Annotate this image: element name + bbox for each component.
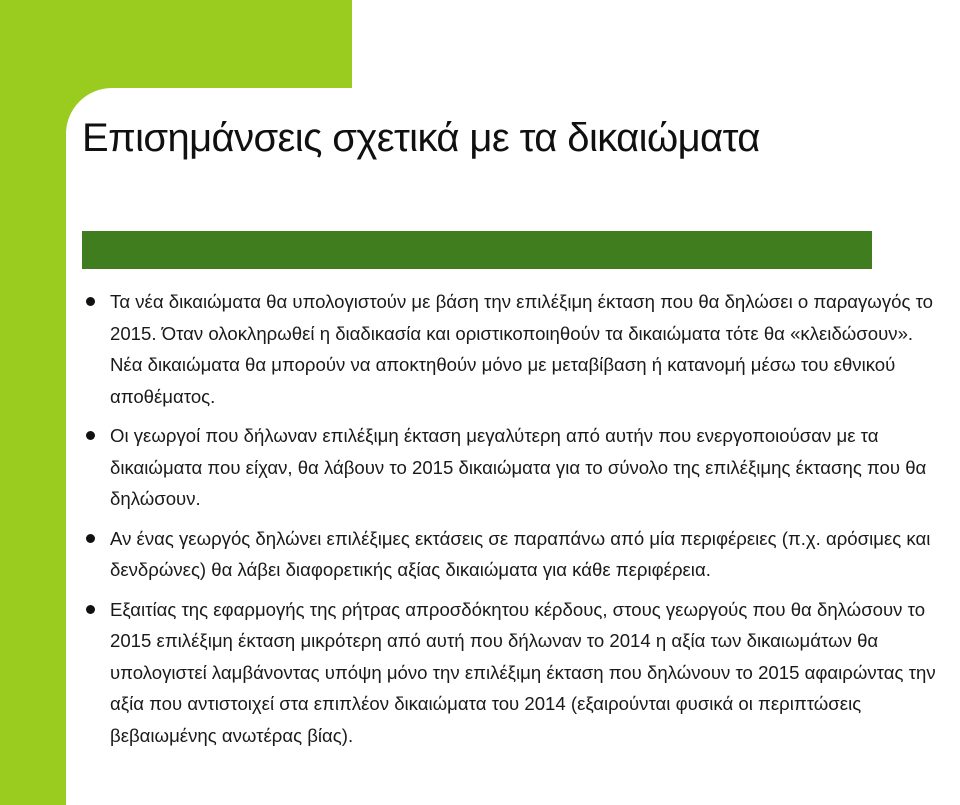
bullet-text: Αν ένας γεωργός δηλώνει επιλέξιμες εκτάσεις σε παραπάνω από μία περιφέρειες (π.χ. αρόσιμες και δενδρώνες) θα λάβει διαφορετικής αξίας δικαιώματα για κάθε περιφέρεια.: [110, 527, 931, 580]
bullet-list: [82, 286, 960, 759]
bullet-text: Εξαιτίας της εφαρμογής της ρήτρας απροσδόκητου κέρδους, στους γεωργούς που θα δηλώσουν το 2015 επιλέξιμη έκταση μικρότερη από αυτή που δήλωναν το 2014 η αξία των δικαιωμάτων θα υπολογιστεί λαμβάνοντας υπόψη μόνο την επιλέξιμη έκταση που δηλώνουν το 2015 αφαιρώντας την αξία που αντιστοιχεί στα επιπλέον δικαιώματα του 2014 (εξαιρούνται φυσικά οι περιπτώσεις βεβαιωμένης ανωτέρας βίας).: [110, 598, 936, 746]
slide-title: Επισημάνσεις σχετικά με τα δικαιώματα: [82, 116, 760, 160]
bullet-dot-icon: [86, 297, 95, 306]
bullet-item-1: [82, 286, 960, 412]
bullet-item-3: [82, 523, 960, 586]
bullet-item-2: [82, 420, 960, 515]
bullet-dot-icon: [86, 431, 95, 440]
title-divider-bar: [82, 231, 872, 269]
bullet-text: Τα νέα δικαιώματα θα υπολογιστούν με βάση την επιλέξιμη έκταση που θα δηλώσει ο παραγωγός το 2015. Όταν ολοκληρωθεί η διαδικασία και οριστικοποιηθούν τα δικαιώματα τότε θα «κλειδώσουν». Νέα δικαιώματα θα μπορούν να αποκτηθούν μόνο με μεταβίβαση ή κατανομή μέσω του εθνικού αποθέματος.: [110, 291, 934, 407]
bullet-text: Οι γεωργοί που δήλωναν επιλέξιμη έκταση μεγαλύτερη από αυτήν που ενεργοποιούσαν με τα δικαιώματα που είχαν, θα λάβουν το 2015 δικαιώματα για το σύνολο της επιλέξιμης έκτασης που θα δηλώσουν.: [110, 425, 927, 509]
bullet-dot-icon: [86, 534, 95, 543]
bullet-item-4: [82, 594, 960, 752]
bullet-dot-icon: [86, 605, 95, 614]
